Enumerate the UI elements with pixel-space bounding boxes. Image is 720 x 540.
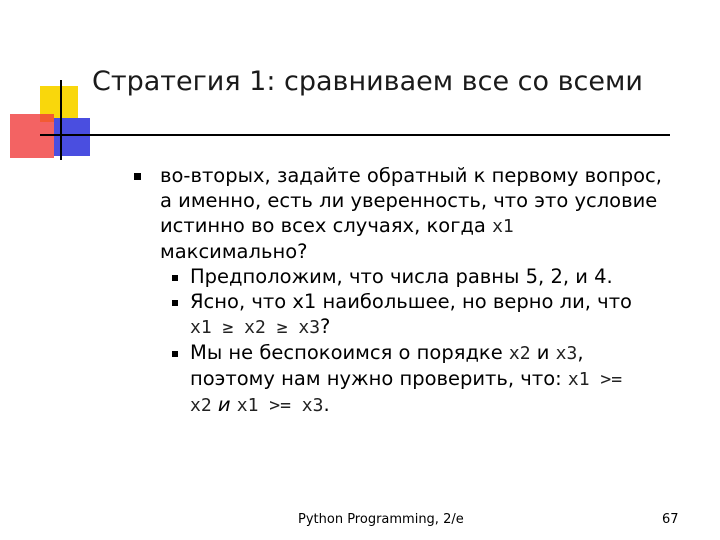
sub-bullet-3-line1-tail: , <box>577 341 584 364</box>
sub-bullet-1-line1: Предположим, что числа равны 5, 2, и 4. <box>190 265 613 288</box>
sub-bullet-3 <box>190 340 698 418</box>
ornament-red-square <box>10 114 54 158</box>
sub-bullet-marker <box>172 275 178 281</box>
code-x3: x3 <box>555 343 578 364</box>
footer-page-number: 67 <box>662 512 679 527</box>
code-x1: x1 <box>492 216 514 237</box>
sub-bullet-2 <box>190 289 698 340</box>
conjunction: и <box>211 393 237 416</box>
code-x1-gte: x1 >= <box>567 369 623 390</box>
slide-body <box>138 163 698 418</box>
sub-bullet-2-line2-tail: ? <box>320 315 331 338</box>
code-comparison: x1 ≥ x2 ≥ x3 <box>190 317 321 338</box>
footer-book-title: Python Programming, 2/e <box>298 512 464 527</box>
sub-bullet-marker <box>172 300 178 306</box>
code-x2: x2 <box>508 343 531 364</box>
main-bullet-line3 <box>160 213 698 239</box>
main-bullet-line3-text: истинно во всех случаях, когда <box>160 214 493 237</box>
sub-bullet-3-line2 <box>190 366 698 392</box>
conjunction: и <box>530 341 556 364</box>
title-divider <box>40 134 670 136</box>
slide-title: Стратегия 1: сравниваем все со всеми <box>92 66 643 97</box>
sub-bullet-marker <box>172 351 178 357</box>
sub-bullet-3-line1 <box>190 340 698 366</box>
sub-bullet-2-line1: Ясно, что x1 наибольшее, но верно ли, что <box>190 290 632 313</box>
bullet-marker <box>134 173 141 180</box>
sub-bullet-list <box>190 264 698 418</box>
sub-bullet-3-line3-tail: . <box>323 393 330 416</box>
sub-bullet-2-line2 <box>190 314 698 340</box>
sub-bullet-3-line2-text: поэтому нам нужно проверить, что: <box>190 367 568 390</box>
sub-bullet-1 <box>190 264 698 289</box>
code-x2: x2 <box>190 395 212 416</box>
code-x1-gte-x3: x1 >= x3 <box>236 395 324 416</box>
main-bullet-line4: максимально? <box>160 240 308 263</box>
sub-bullet-3-line1-text: Мы не беспокоимся о порядке <box>190 341 509 364</box>
ornament-vertical-line <box>60 80 62 160</box>
main-bullet-line2: а именно, есть ли уверенность, что это условие <box>160 189 658 212</box>
main-bullet-line1: во-вторых, задайте обратный к первому вопрос, <box>160 164 662 187</box>
sub-bullet-3-line3 <box>190 392 698 418</box>
main-bullet <box>160 163 698 264</box>
